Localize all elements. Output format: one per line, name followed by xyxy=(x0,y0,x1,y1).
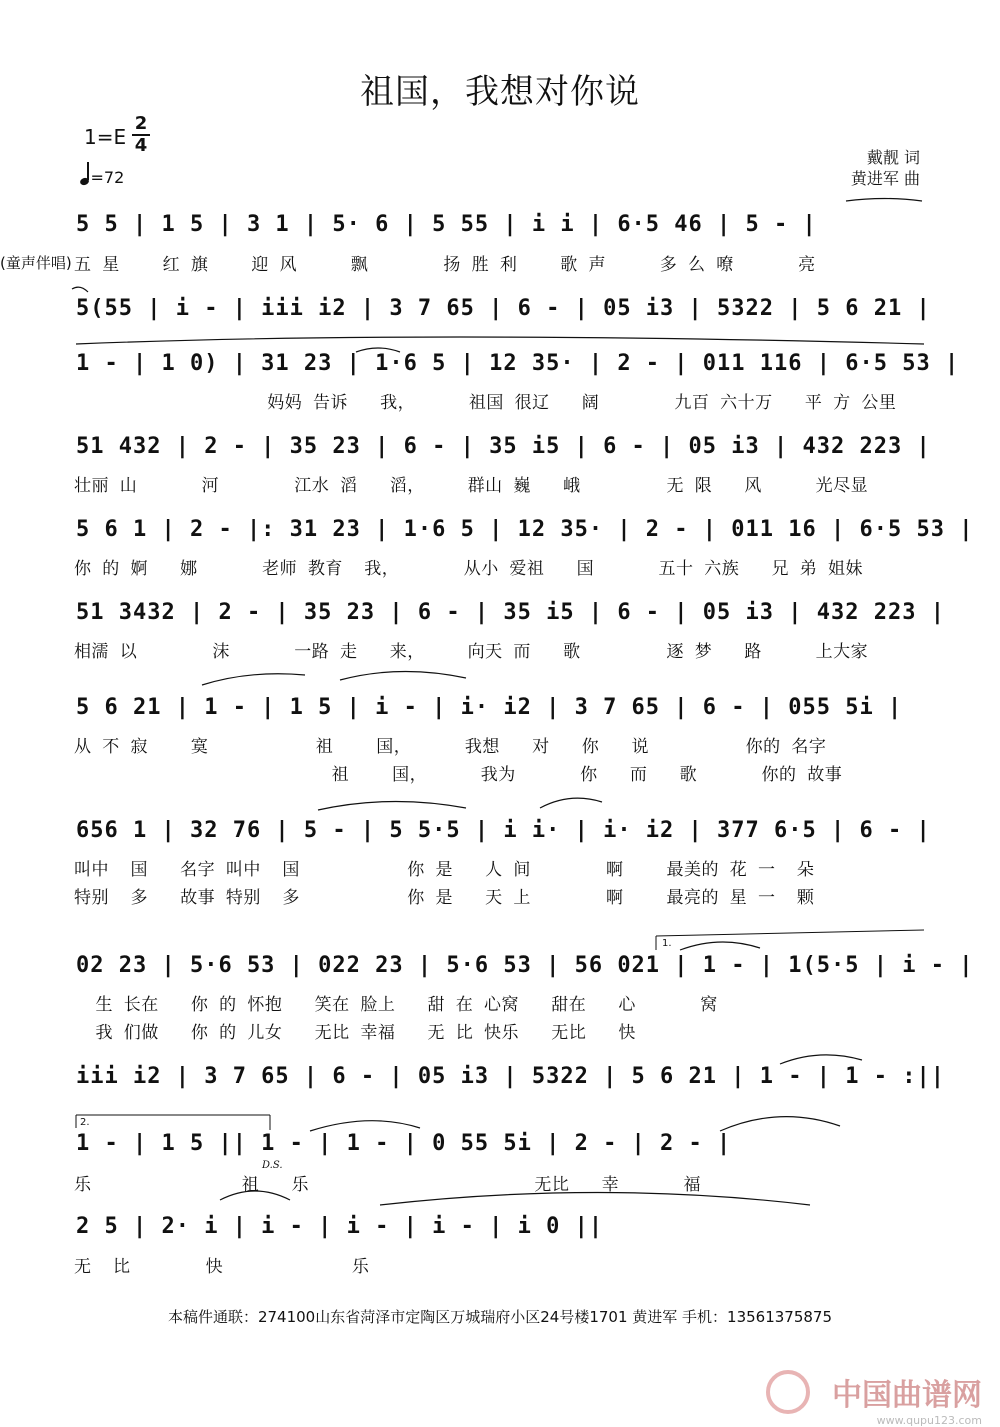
lyric-line-12: 无 比 快 乐 xyxy=(74,1257,370,1277)
tie-arc xyxy=(202,674,305,685)
staff-line-1: 5 5 | 1 5 | 3 1 | 5· 6 | 5 55 | i i | 6·5 46 | 5 - | xyxy=(76,212,817,237)
lyric-line-3: 妈妈 告诉 我， 祖国 很辽 阔 九百 六十万 平 方 公里 xyxy=(74,393,897,413)
tie-arc xyxy=(76,337,924,344)
lyric-line-9a: 生 长在 你 的 怀抱 笑在 脸上 甜 在 心窝 甜在 心 窝 xyxy=(74,995,718,1015)
lyric-line-7b: 祖 国， 我为 你 而 歌 你的 故事 xyxy=(74,765,843,785)
time-signature-top: 2 xyxy=(134,113,148,134)
tie-arc xyxy=(680,942,760,950)
volta-line xyxy=(656,930,924,936)
watermark-url: www.qupu123.com xyxy=(876,1414,982,1427)
tie-arc xyxy=(720,1117,840,1131)
lyric-line-5: 你 的 婀 娜 老师 教育 我， 从小 爱祖 国 五十 六族 兄 弟 姐妹 xyxy=(74,559,863,579)
tie-arc xyxy=(220,1191,290,1200)
lyric-line-8a: 叫中 国 名字 叫中 国 你 是 人 间 啊 最美的 花 一 朵 xyxy=(74,860,815,880)
volta-1: 1. xyxy=(662,938,672,949)
staff-line-8: 656 1 | 32 76 | 5 - | 5 5·5 | i i· | i· i2 | 377 6·5 | 6 - | xyxy=(76,818,931,843)
staff-line-12: 2 5 | 2· i | i - | i - | i - | i 0 || xyxy=(76,1214,604,1239)
watermark xyxy=(832,1370,982,1427)
staff-line-11: 1 - | 1 5 || 1 - | 1 - | 0 55 5i | 2 - | 2 - | xyxy=(76,1131,732,1156)
tie-arc xyxy=(380,1193,810,1206)
composer: 黄进军 曲 xyxy=(850,169,920,188)
staff-line-5: 5 6 1 | 2 - |: 31 23 | 1·6 5 | 12 35· | 2 - | 011 16 | 6·5 53 | xyxy=(76,517,974,542)
time-signature-bottom: 4 xyxy=(134,135,148,156)
ds-mark: D.S. xyxy=(262,1160,283,1171)
staff-line-3: 1 - | 1 0) | 31 23 | 1·6 5 | 12 35· | 2 - | 011 116 | 6·5 53 | xyxy=(76,351,960,376)
lyric-line-9b: 我 们做 你 的 儿女 无比 幸福 无 比 快乐 无比 快 xyxy=(74,1023,636,1043)
staff-line-10: iii i2 | 3 7 65 | 6 - | 05 i3 | 5322 | 5 6 21 | 1 - | 1 - :|| xyxy=(76,1064,945,1089)
staff-line-6: 51 3432 | 2 - | 35 23 | 6 - | 35 i5 | 6 - | 05 i3 | 432 223 | xyxy=(76,600,945,625)
lyric-line-7a: 从 不 寂 寞 祖 国， 我想 对 你 说 你的 名字 xyxy=(74,737,827,757)
lyric-line-1: 五 星 红 旗 迎 风 飘 扬 胜 利 歌 声 多 么 嘹 亮 xyxy=(74,255,816,275)
tie-arc xyxy=(780,1055,862,1064)
tie-arc xyxy=(318,801,466,810)
volta-2: 2. xyxy=(80,1117,90,1128)
tie-arc xyxy=(846,199,922,202)
tie-arc xyxy=(540,798,602,808)
staff-line-9: 02 23 | 5·6 53 | 022 23 | 5·6 53 | 56 021 | 1 - | 1(5·5 | i - | xyxy=(76,953,974,978)
tempo-value: =72 xyxy=(90,168,125,187)
tie-arc xyxy=(310,1121,420,1131)
staff-line-7: 5 6 21 | 1 - | 1 5 | i - | i· i2 | 3 7 65 | 6 - | 055 5i | xyxy=(76,695,903,720)
tie-arc xyxy=(356,348,400,352)
lyric-line-11: 乐 祖 乐 无比 幸 福 xyxy=(74,1175,702,1195)
singer-note: (童声伴唱) xyxy=(0,254,72,272)
lyricist: 戴靓 词 xyxy=(866,148,920,167)
lyric-line-8b: 特别 多 故事 特别 多 你 是 天 上 啊 最亮的 星 一 颗 xyxy=(74,888,815,908)
watermark-text: 中国曲谱网 xyxy=(832,1378,982,1413)
staff-line-4: 51 432 | 2 - | 35 23 | 6 - | 35 i5 | 6 - | 05 i3 | 432 223 | xyxy=(76,434,931,459)
tie-arc xyxy=(72,287,88,292)
tie-arc xyxy=(340,671,466,680)
staff-line-2: 5(55 | i - | iii i2 | 3 7 65 | 6 - | 05 i3 | 5322 | 5 6 21 | xyxy=(76,296,931,321)
lyric-line-6: 相濡 以 沫 一路 走 来， 向天 而 歌 逐 梦 路 上大家 xyxy=(74,642,869,662)
key-signature: 1=E xyxy=(84,125,127,149)
contact-info: 本稿件通联：274100山东省菏泽市定陶区万城瑞府小区24号楼1701 黄进军 手机：13561375875 xyxy=(167,1308,833,1326)
page-title: 祖国，我想对你说 xyxy=(360,72,640,112)
watermark-logo-icon xyxy=(766,1370,810,1414)
lyric-line-4: 壮丽 山 河 江水 滔 滔， 群山 巍 峨 无 限 风 光尽显 xyxy=(74,476,869,496)
